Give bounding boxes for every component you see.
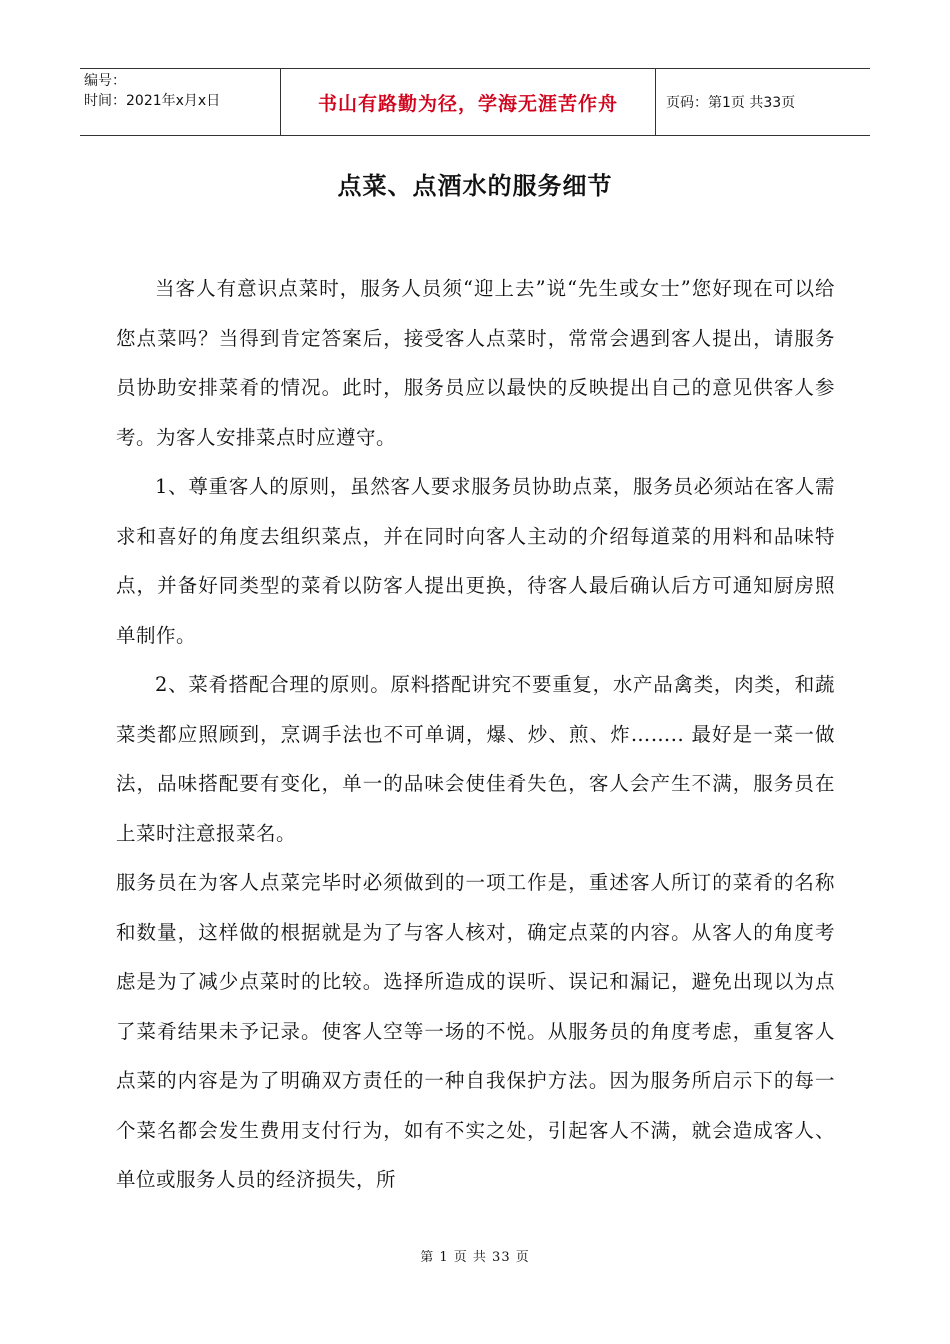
document-header bbox=[80, 68, 870, 136]
paragraph-principle-2: 2、菜肴搭配合理的原则。原料搭配讲究不要重复，水产品禽类，肉类，和蔬菜类都应照顾到，烹调手法也不可单调，爆、炒、煎、炸…….. 最好是一菜一做法，品味搭配要有变化，单一的品味会使佳肴失色，客人会产生不满，服务员在上菜时注意报菜名。 bbox=[116, 673, 835, 845]
header-page-info: 页码：第1页 共33页 bbox=[666, 95, 796, 111]
document-title: 点菜、点酒水的服务细节 bbox=[337, 172, 613, 200]
header-page-info-cell bbox=[656, 69, 870, 135]
paragraph-repeat-order: 服务员在为客人点菜完毕时必须做到的一项工作是，重述客人所订的菜肴的名称和数量，这样做的根据就是为了与客人核对，确定点菜的内容。从客人的角度考虑是为了减少点菜时的比较。选择所造成的误听、误记和漏记，避免出现以为点了菜肴结果未予记录。使客人空等一场的不悦。从服务员的角度考虑，重复客人点菜的内容是为了明确双方责任的一种自我保护方法。因为服务所启示下的每一个菜名都会发生费用支付行为，如有不实之处，引起客人不满，就会造成客人、单位或服务人员的经济损失，所 bbox=[116, 871, 835, 1191]
document-number-label: 编号： bbox=[84, 73, 126, 89]
header-slogan: 书山有路勤为径，学海无涯苦作舟 bbox=[317, 92, 618, 115]
page-footer: 第 1 页 共 33 页 bbox=[420, 1250, 530, 1265]
document-body bbox=[116, 264, 835, 1205]
header-slogan-cell bbox=[280, 69, 656, 135]
document-time-label: 时间：2021年x月x日 bbox=[84, 93, 221, 109]
header-meta bbox=[80, 69, 280, 135]
paragraph-principle-1: 1、尊重客人的原则，虽然客人要求服务员协助点菜，服务员必须站在客人需求和喜好的角度去组织菜点，并在同时向客人主动的介绍每道菜的用料和品味特点，并备好同类型的菜肴以防客人提出更换，待客人最后确认后方可通知厨房照单制作。 bbox=[116, 475, 835, 647]
paragraph-intro: 当客人有意识点菜时，服务人员须“迎上去”说“先生或女士”您好现在可以给您点菜吗？当得到肯定答案后，接受客人点菜时，常常会遇到客人提出，请服务员协助安排菜肴的情况。此时，服务员应以最快的反映提出自己的意见供客人参考。为客人安排菜点时应遵守。 bbox=[116, 277, 835, 449]
